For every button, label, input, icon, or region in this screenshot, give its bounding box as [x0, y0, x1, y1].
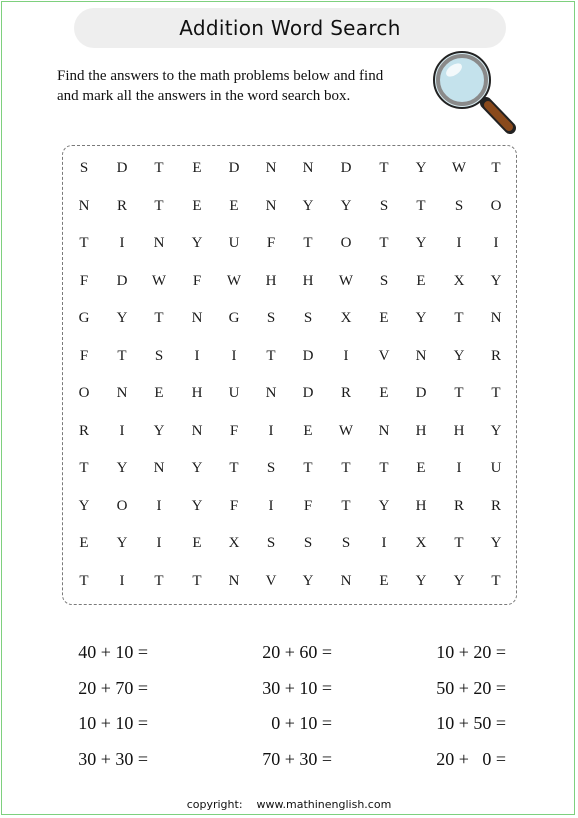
grid-letter[interactable]: E — [154, 385, 164, 401]
grid-letter[interactable]: I — [231, 348, 237, 364]
grid-letter[interactable]: H — [191, 385, 203, 401]
grid-letter[interactable]: S — [341, 535, 351, 551]
grid-letter[interactable]: S — [379, 198, 389, 214]
grid-letter[interactable]: Y — [191, 235, 203, 251]
math-problem: 20 + 0 = — [436, 749, 506, 769]
grid-letter[interactable]: N — [340, 573, 352, 589]
grid-letter[interactable]: H — [302, 273, 314, 289]
grid-letter[interactable]: T — [154, 310, 164, 326]
grid-letter[interactable]: N — [153, 460, 165, 476]
grid-letter[interactable]: H — [415, 498, 427, 514]
grid-letter[interactable]: S — [266, 535, 276, 551]
math-problem: 30 + 30 = — [78, 749, 148, 769]
grid-letter[interactable]: W — [151, 273, 167, 289]
math-problem: 30 + 10 = — [262, 678, 332, 698]
grid-letter[interactable]: U — [228, 235, 240, 251]
math-problem: 10 + 10 = — [78, 713, 148, 733]
math-problem: 40 + 10 = — [78, 642, 148, 662]
grid-letter[interactable]: E — [79, 535, 89, 551]
grid-letter[interactable]: Y — [378, 498, 390, 514]
grid-letter[interactable]: W — [338, 273, 354, 289]
grid-letter[interactable]: T — [416, 198, 426, 214]
grid-letter[interactable]: V — [265, 573, 277, 589]
grid-letter[interactable]: D — [340, 160, 352, 176]
math-problem: 20 + 60 = — [262, 642, 332, 662]
copyright-footer: copyright: www.mathinenglish.com — [186, 798, 392, 811]
grid-letter[interactable]: Y — [302, 198, 314, 214]
grid-letter[interactable]: O — [340, 235, 352, 251]
grid-letter[interactable]: N — [490, 310, 502, 326]
grid-letter[interactable]: R — [78, 423, 89, 439]
grid-letter[interactable]: S — [266, 460, 276, 476]
grid-letter[interactable]: Y — [302, 573, 314, 589]
grid-letter[interactable]: I — [343, 348, 349, 364]
grid-letter[interactable]: E — [379, 385, 389, 401]
grid-letter[interactable]: E — [192, 535, 202, 551]
grid-letter[interactable]: Y — [453, 573, 465, 589]
grid-letter[interactable]: E — [416, 273, 426, 289]
grid-letter[interactable]: W — [226, 273, 242, 289]
math-problem: 0 + 10 = — [262, 713, 332, 733]
grid-letter[interactable]: I — [119, 423, 125, 439]
grid-letter[interactable]: T — [79, 235, 89, 251]
grid-letter[interactable]: N — [78, 198, 90, 214]
grid-letter[interactable]: T — [379, 460, 389, 476]
grid-letter[interactable]: Y — [191, 498, 203, 514]
grid-letter[interactable]: I — [194, 348, 200, 364]
grid-letter[interactable]: Y — [415, 310, 427, 326]
math-problem: 10 + 20 = — [436, 642, 506, 662]
grid-letter[interactable]: F — [303, 498, 313, 514]
title-banner — [74, 8, 506, 48]
grid-letter[interactable]: X — [453, 273, 465, 289]
grid-letter[interactable]: I — [456, 460, 462, 476]
grid-letter[interactable]: X — [228, 535, 240, 551]
grid-letter[interactable]: Y — [191, 460, 203, 476]
grid-letter[interactable]: T — [379, 160, 389, 176]
grid-letter[interactable]: F — [266, 235, 276, 251]
grid-letter[interactable]: N — [153, 235, 165, 251]
grid-letter[interactable]: S — [379, 273, 389, 289]
grid-letter[interactable]: S — [454, 198, 464, 214]
math-problem: 70 + 30 = — [262, 749, 332, 769]
grid-letter[interactable]: W — [451, 160, 467, 176]
grid-letter[interactable]: T — [117, 348, 127, 364]
grid-letter[interactable]: O — [490, 198, 502, 214]
grid-letter[interactable]: W — [338, 423, 354, 439]
grid-letter[interactable]: T — [79, 573, 89, 589]
instructions-line-1: Find the answers to the math problems below and find — [57, 68, 384, 84]
grid-letter[interactable]: I — [268, 423, 274, 439]
grid-letter[interactable]: I — [156, 498, 162, 514]
grid-letter[interactable]: N — [415, 348, 427, 364]
grid-letter[interactable]: U — [228, 385, 240, 401]
grid-letter[interactable]: N — [116, 385, 128, 401]
grid-letter[interactable]: E — [379, 573, 389, 589]
grid-letter[interactable]: N — [265, 160, 277, 176]
grid-letter[interactable]: N — [302, 160, 314, 176]
grid-letter[interactable]: Y — [415, 235, 427, 251]
magnifying-glass-icon — [428, 48, 518, 140]
grid-letter[interactable]: I — [119, 235, 125, 251]
grid-letter[interactable]: I — [156, 535, 162, 551]
grid-letter[interactable]: G — [78, 310, 90, 326]
grid-letter[interactable]: E — [192, 198, 202, 214]
grid-letter[interactable]: T — [154, 573, 164, 589]
grid-letter[interactable]: X — [340, 310, 352, 326]
grid-letter[interactable]: N — [378, 423, 390, 439]
grid-letter[interactable]: T — [341, 498, 351, 514]
grid-letter[interactable]: F — [229, 498, 239, 514]
grid-letter[interactable]: Y — [116, 535, 128, 551]
grid-letter[interactable]: Y — [453, 348, 465, 364]
grid-letter[interactable]: R — [490, 498, 501, 514]
grid-letter[interactable]: E — [229, 198, 239, 214]
grid-letter[interactable]: T — [154, 160, 164, 176]
grid-letter[interactable]: T — [491, 573, 501, 589]
grid-letter[interactable]: E — [416, 460, 426, 476]
grid-letter[interactable]: R — [340, 385, 351, 401]
grid-letter[interactable]: D — [415, 385, 427, 401]
grid-letter[interactable]: T — [303, 235, 313, 251]
grid-letter[interactable]: D — [116, 273, 128, 289]
grid-letter[interactable]: G — [228, 310, 240, 326]
grid-letter[interactable]: I — [268, 498, 274, 514]
grid-letter[interactable]: T — [341, 460, 351, 476]
grid-letter[interactable]: I — [119, 573, 125, 589]
grid-letter[interactable]: O — [78, 385, 90, 401]
grid-letter[interactable]: R — [116, 198, 127, 214]
instructions — [57, 66, 417, 106]
grid-letter[interactable]: E — [379, 310, 389, 326]
grid-letter[interactable]: T — [491, 385, 501, 401]
grid-letter[interactable]: Y — [153, 423, 165, 439]
grid-letter[interactable]: Y — [490, 423, 502, 439]
grid-letter[interactable]: D — [116, 160, 128, 176]
grid-letter[interactable]: I — [381, 535, 387, 551]
grid-letter[interactable]: R — [490, 348, 501, 364]
grid-letter[interactable]: T — [303, 460, 313, 476]
page-title: Addition Word Search — [179, 16, 401, 40]
grid-letter[interactable]: F — [192, 273, 202, 289]
grid-letter[interactable]: N — [228, 573, 240, 589]
grid-letter[interactable]: D — [302, 348, 314, 364]
grid-letter[interactable]: T — [192, 573, 202, 589]
grid-letter[interactable]: U — [490, 460, 502, 476]
grid-letter[interactable]: H — [415, 423, 427, 439]
grid-letter[interactable]: N — [191, 423, 203, 439]
grid-letter[interactable]: H — [453, 423, 465, 439]
grid-letter[interactable]: N — [191, 310, 203, 326]
grid-letter[interactable]: S — [303, 535, 313, 551]
grid-letter[interactable]: R — [453, 498, 464, 514]
grid-letter[interactable]: E — [303, 423, 313, 439]
math-problem: 20 + 70 = — [78, 678, 148, 698]
math-problem: 10 + 50 = — [436, 713, 506, 733]
grid-letter[interactable]: Y — [340, 198, 352, 214]
math-problem: 50 + 20 = — [436, 678, 506, 698]
instructions-line-2: and mark all the answers in the word search box. — [57, 88, 351, 104]
grid-letter[interactable]: S — [303, 310, 313, 326]
grid-letter[interactable]: I — [456, 235, 462, 251]
grid-letter[interactable]: T — [379, 235, 389, 251]
grid-letter[interactable]: Y — [415, 160, 427, 176]
grid-letter[interactable]: T — [454, 535, 464, 551]
grid-letter[interactable]: N — [265, 198, 277, 214]
grid-letter[interactable]: D — [228, 160, 240, 176]
grid-letter[interactable]: T — [229, 460, 239, 476]
grid-letter[interactable]: I — [493, 235, 499, 251]
grid-letter[interactable]: S — [79, 160, 89, 176]
grid-letter[interactable]: Y — [116, 310, 128, 326]
grid-letter[interactable]: Y — [490, 535, 502, 551]
grid-letter[interactable]: T — [454, 310, 464, 326]
grid-letter[interactable]: E — [192, 160, 202, 176]
grid-letter[interactable]: F — [79, 273, 89, 289]
grid-letter[interactable]: T — [491, 160, 501, 176]
grid-letter[interactable]: Y — [415, 573, 427, 589]
grid-letter[interactable]: Y — [78, 498, 90, 514]
grid-letter[interactable]: X — [415, 535, 427, 551]
grid-letter[interactable]: T — [154, 198, 164, 214]
grid-letter[interactable]: F — [229, 423, 239, 439]
grid-letter[interactable]: S — [266, 310, 276, 326]
grid-letter[interactable]: D — [302, 385, 314, 401]
grid-letter[interactable]: Y — [490, 273, 502, 289]
grid-letter[interactable]: N — [265, 385, 277, 401]
grid-letter[interactable]: Y — [116, 460, 128, 476]
grid-letter[interactable]: O — [116, 498, 128, 514]
grid-letter[interactable]: T — [454, 385, 464, 401]
grid-letter[interactable]: V — [378, 348, 390, 364]
grid-letter[interactable]: T — [266, 348, 276, 364]
grid-letter[interactable]: H — [265, 273, 277, 289]
grid-letter[interactable]: S — [154, 348, 164, 364]
grid-letter[interactable]: F — [79, 348, 89, 364]
grid-letter[interactable]: T — [79, 460, 89, 476]
